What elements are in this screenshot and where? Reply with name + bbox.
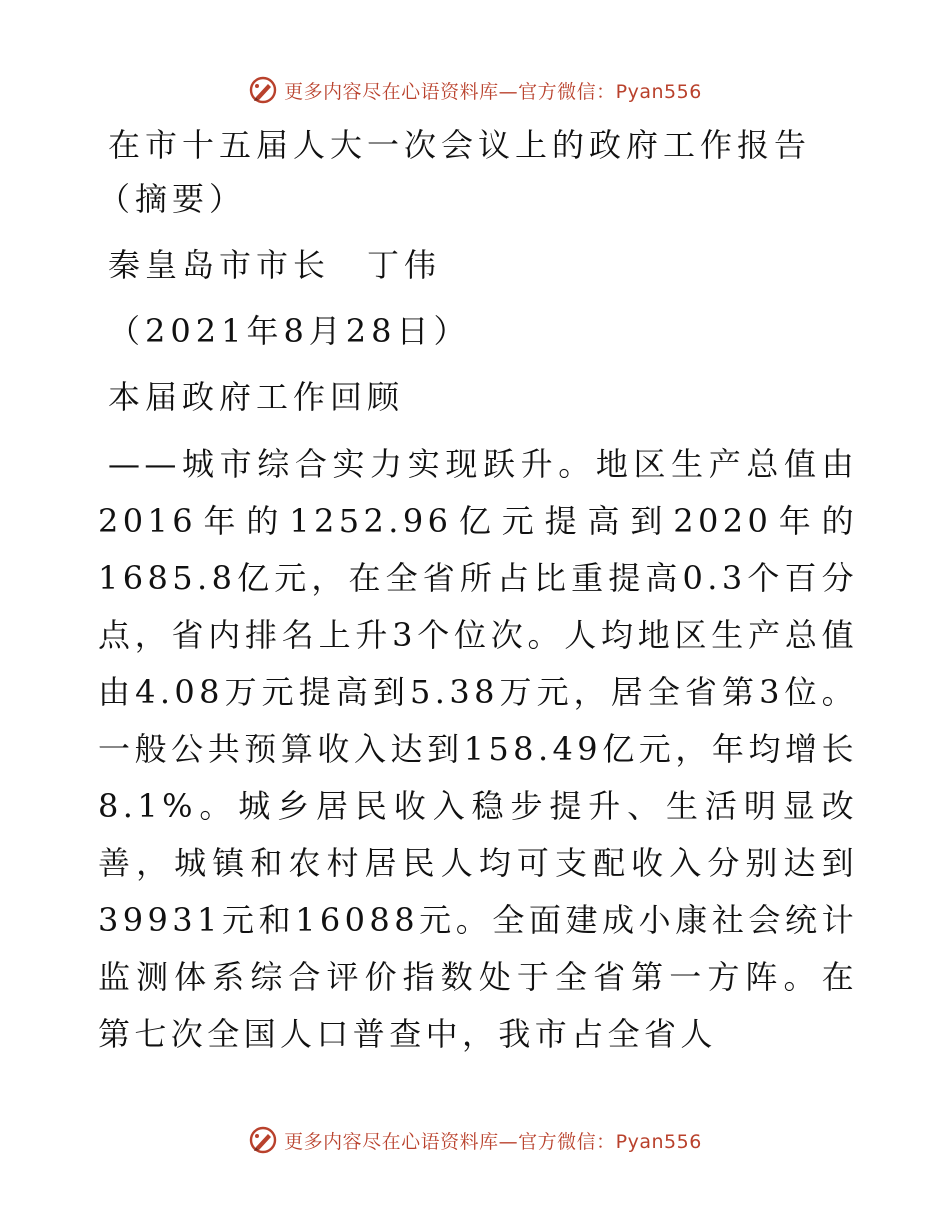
pen-logo-icon (248, 1125, 278, 1155)
document-author: 秦皇岛市市长 丁伟 (108, 246, 442, 284)
document-title: 在市十五届人大一次会议上的政府工作报告（摘要） (98, 126, 812, 218)
footer-watermark-text: 更多内容尽在心语资料库—官方微信：Pyan556 (284, 1130, 702, 1153)
body-paragraph: ——城市综合实力实现跃升。地区生产总值由2016年的1252.96亿元提高到2020年的1685.8亿元，在全省所占比重提高0.3个百分点，省内排名上升3个位次。人均地区生产总值由4.08万元提高到5.38万元，居全省第3位。一般公共预算收入达到158.49亿元，年均增长8.1%。城乡居民收入稳步提升、生活明显改善，城镇和农村居民人均可支配收入分别达到39931元和16088元。全面建成小康社会统计监测体系综合评价指数处于全省第一方阵。在第七次全国人口普查中，我市占全省人 (98, 445, 858, 1053)
section-heading: 本届政府工作回顾 (108, 378, 405, 416)
footer-watermark (0, 1122, 950, 1158)
document-date: （2021年8月28日） (108, 312, 471, 350)
pen-logo-icon (248, 75, 278, 105)
header-watermark-text: 更多内容尽在心语资料库—官方微信：Pyan556 (284, 80, 702, 103)
document-body (98, 118, 858, 1063)
header-watermark (0, 72, 950, 108)
